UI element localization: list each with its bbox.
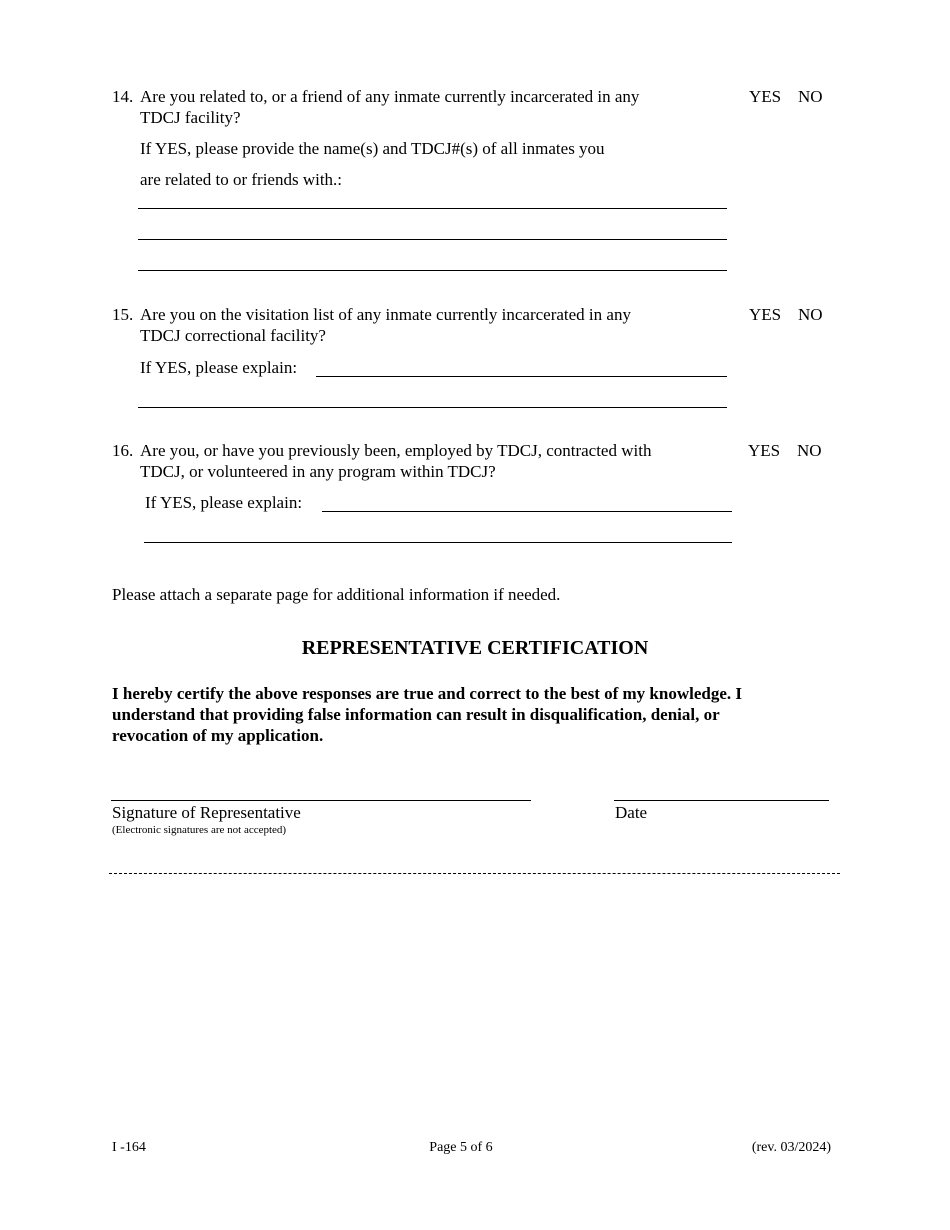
q15-explain-line-1[interactable] <box>316 376 727 377</box>
q15-text-line2: TDCJ correctional facility? <box>140 326 326 345</box>
certification-text-line3: revocation of my application. <box>112 726 324 745</box>
q15-no-option[interactable]: NO <box>798 305 823 324</box>
dashed-separator <box>109 873 840 874</box>
q16-yes-option[interactable]: YES <box>748 441 781 460</box>
attach-note: Please attach a separate page for additional information if needed. <box>112 585 561 604</box>
certification-text-line1: I hereby certify the above responses are true and correct to the best of my knowledge. I <box>112 684 743 703</box>
q14-no-option[interactable]: NO <box>798 87 823 106</box>
q14-text-line2: TDCJ facility? <box>140 108 241 127</box>
footer-revision: (rev. 03/2024) <box>751 1140 831 1155</box>
q16-text-line2: TDCJ, or volunteered in any program within TDCJ? <box>140 462 496 481</box>
footer-form-id: I -164 <box>112 1140 146 1155</box>
q15-number: 15. <box>112 305 134 324</box>
q14-text-line1: Are you related to, or a friend of any inmate currently incarcerated in any <box>140 87 640 106</box>
q14-followup-line1: If YES, please provide the name(s) and TDCJ#(s) of all inmates you <box>140 139 605 158</box>
date-line[interactable] <box>614 800 829 801</box>
footer-page-number: Page 5 of 6 <box>429 1140 493 1155</box>
q14-answer-line-3[interactable] <box>138 270 727 271</box>
q14-yes-option[interactable]: YES <box>749 87 782 106</box>
signature-line[interactable] <box>111 800 531 801</box>
certification-text-line2: understand that providing false information can result in disqualification, denial, or <box>112 705 720 724</box>
certification-heading: REPRESENTATIVE CERTIFICATION <box>301 637 649 659</box>
q16-number: 16. <box>112 441 134 460</box>
q16-no-option[interactable]: NO <box>797 441 822 460</box>
signature-note: (Electronic signatures are not accepted) <box>112 824 287 836</box>
q14-number: 14. <box>112 87 134 106</box>
q15-yes-option[interactable]: YES <box>749 305 782 324</box>
q16-explain-line-1[interactable] <box>322 511 732 512</box>
signature-label: Signature of Representative <box>112 803 301 822</box>
q16-followup-label: If YES, please explain: <box>145 493 303 512</box>
q15-followup-label: If YES, please explain: <box>140 358 298 377</box>
q15-explain-line-2[interactable] <box>138 407 727 408</box>
q14-followup-line2: are related to or friends with.: <box>140 170 343 189</box>
date-label: Date <box>615 803 648 822</box>
q14-answer-line-2[interactable] <box>138 239 727 240</box>
q16-explain-line-2[interactable] <box>144 542 732 543</box>
q15-text-line1: Are you on the visitation list of any inmate currently incarcerated in any <box>140 305 631 324</box>
q14-answer-line-1[interactable] <box>138 208 727 209</box>
q16-text-line1: Are you, or have you previously been, employed by TDCJ, contracted with <box>140 441 652 460</box>
